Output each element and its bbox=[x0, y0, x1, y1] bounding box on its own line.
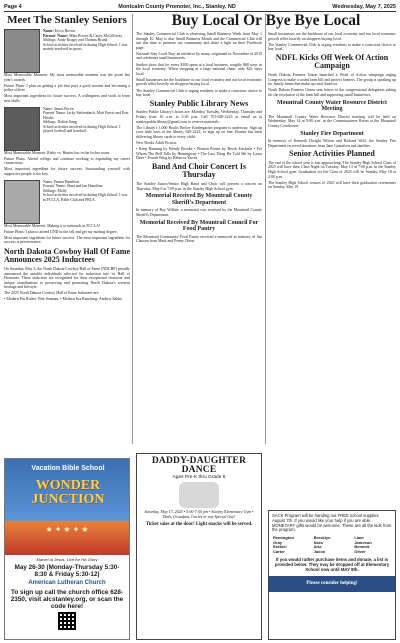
vbs-church: American Lutheran Church bbox=[28, 580, 106, 586]
ndfl-p2: North Dakota Farmers Union sent letters to the congressional delegation asking for the resolution of the farm bill and supporting small businesses. bbox=[268, 88, 396, 97]
buy-local-p2: National Stay Local Day, an initiative by many, originated in November of 2010 and celebrates small businesses. bbox=[136, 51, 262, 61]
senior-school-1: School activities involved in during High School: I was mainly involved in sports. bbox=[43, 42, 128, 51]
senior-future-3: Future Plans: I plan to attend UND in the fall and get my nursing degree. bbox=[4, 229, 118, 234]
vbs-verse: Marvel at Jesus. Live for His Glory bbox=[36, 557, 98, 562]
cowboy-hall-story-3: • Modern Era Rodeo: Pete Seaman. • Modern Era Ranching: Andrew Sakhe. bbox=[4, 297, 123, 302]
dance-details: Saturday, May 17, 2025 • 5:00-7:00 pm • Stanley Elementary Gym • Dads, Grandpas, Uncles or any Special Guy! bbox=[144, 509, 254, 519]
supplies-intro: SACK Program will be handing out FREE school supplies August 7th. If you would like your help if you are able. MONETARY gifts would be welcome. These are all the kids from the program. bbox=[272, 513, 392, 533]
buy-local-p4: Small businesses are the backbone of our local economy and our local economic growth relies heavily on shoppers buying local. bbox=[136, 77, 262, 87]
memorial-pantry-p1: The Mountrail Community Food Pantry received a memorial in memory of Jim Clausen from Mark and Penny Olson. bbox=[136, 234, 262, 244]
senior-ingredient-1: Most important ingredient for future success: A willingness and work to learn new skills. bbox=[4, 94, 130, 103]
buy-local-headline: Buy Local Or Bye Bye Local bbox=[171, 12, 361, 29]
senior-memorable-3: Most Memorable Moment: Making it to nationals in FCCLA! bbox=[4, 223, 101, 228]
list-item: Jameson bbox=[354, 539, 372, 545]
ndfl-headline: NDFL Kicks Off Week Of Action Campaign bbox=[275, 52, 389, 71]
list-item: Carter bbox=[273, 548, 285, 554]
senior-profile-3 bbox=[4, 180, 130, 224]
senior-parents-1: Mike Brown & Casey McGillivray bbox=[69, 33, 123, 38]
supplies-bar: Please consider helping! bbox=[269, 576, 395, 592]
column-right bbox=[268, 32, 396, 191]
library-books: • Keep Running by Wendy Brooke • Women Poems by Brock Erickson • For Whom The Bell Tolls by Hemingway • The Last Thing He Told Me by Laura Dave • Fourth Wing by Rebecca Yarros bbox=[136, 146, 262, 161]
paper-name: Montcalm County Promoter, Inc., Stanley, ND bbox=[118, 4, 236, 10]
senior-photo-3 bbox=[4, 180, 40, 224]
list-item: Remington bbox=[273, 535, 294, 541]
list-item: Nora bbox=[313, 539, 323, 545]
senior-profile-2 bbox=[4, 107, 130, 151]
senior-name-2: Name: James Purvis bbox=[43, 106, 75, 111]
qr-code-icon bbox=[58, 612, 76, 630]
list-item: Jaxon bbox=[313, 548, 326, 554]
buy-local-p5: The Stanley Commercial Club is urging residents to make a conscious choice to buy local. bbox=[136, 88, 262, 98]
name-label: Name: bbox=[43, 29, 54, 33]
library-p3: New Books Adult Fiction: bbox=[136, 140, 177, 145]
list-item: Gray bbox=[273, 539, 283, 545]
senior-activities-headline: Senior Activities Planned bbox=[289, 149, 375, 159]
senior-future-1: Future Plans: I plan on getting a job that pays a good income and becoming a police officer. bbox=[4, 83, 130, 93]
senior-siblings-3: Siblings: Molly bbox=[43, 188, 67, 193]
vbs-ad-art bbox=[5, 521, 129, 555]
cowboy-hall-headline: North Dakota Cowboy Hall Of Fame Announces 2025 Inductees bbox=[4, 246, 130, 265]
senior-profile-1 bbox=[4, 29, 130, 73]
vbs-ad bbox=[4, 458, 130, 640]
senior-ingredient-3: Most important ingredient for future success: The most important ingredient for success is perseverance. bbox=[4, 235, 130, 245]
supplies-names bbox=[269, 536, 395, 554]
senior-ingredient-2: Most important ingredient for future success: Surrounding yourself with supportive people is the key. bbox=[4, 167, 130, 176]
list-item: Oliver bbox=[354, 548, 366, 554]
library-p1: Stanley Public Library's hours are: Monday, Tuesday, Wednesday, Thursday and Friday from 10 a.m. to 5:30 p.m. Call 701-628-2223 or email us at stanleypubliclibrary@gmail.com to reserve materials. bbox=[136, 110, 262, 124]
senior-activities-p2: The Stanley High School seniors of 2025 will have their graduation ceremonies on Sunday, May 18. bbox=[268, 180, 396, 190]
senior-photo-2 bbox=[4, 107, 40, 151]
cowboy-hall-story-2: The 2025 North Dakota Cowboy Hall of Fame Inductees are: bbox=[4, 291, 100, 296]
memorial-sheriff-headline: Memorial Received By Mountrail County Sheriff's Department bbox=[145, 193, 253, 206]
column-divider bbox=[265, 14, 266, 444]
senior-name-3: Name: Emma Hamilton bbox=[43, 179, 80, 184]
vbs-dates: May 26-30 (Monday-Thursday 5:30-8:30 & Friday 5:30-12) bbox=[14, 564, 120, 578]
column-middle bbox=[136, 32, 262, 245]
senior-siblings-1: Siblings: Andy Kruger and Thomas Brunk bbox=[43, 38, 108, 42]
buy-local-p3: Studies show that for every $100 spent at a local business, roughly $68 stays in the local economy. When shopping at a large national chain, only $43 stays local. bbox=[136, 62, 262, 76]
vbs-title: WONDER JUNCTION bbox=[31, 478, 105, 507]
fire-dept-p1: In memory of Kenneth Dwight Wilson and Richard Wolf, the Stanley Fire Department received donations from Jane Gustafson and families. bbox=[268, 139, 396, 148]
band-headline: Band And Choir Concert Is Thursday bbox=[151, 161, 247, 180]
column-left bbox=[4, 14, 130, 304]
senior-school-3: School activities involved in during High School: I was in FCCLA, Bible Club and FBLA. bbox=[43, 193, 128, 202]
list-item: Brecklyn bbox=[313, 535, 331, 541]
memorial-pantry-headline: Memorial Received By Mountrail Council For Food Pantry bbox=[139, 219, 259, 233]
buy-local-p1: The Stanley Commercial Club is observing Small Business Week from May 1 through 10. May is also Small Business Month and the Commercial Club will use this time to promote our community and shine a light on their Facebook page. bbox=[136, 32, 262, 50]
senior-parents-2: Parents' Name: Jacky Stelzenbach, Matt Purvis and Erin Hawks bbox=[43, 111, 129, 120]
list-item: Ezekiel bbox=[273, 544, 287, 550]
senior-parents-3: Parents' Name: Shari and Ian Hamilton bbox=[43, 184, 103, 189]
dance-ad bbox=[136, 453, 262, 640]
parents-label: Parents' Name: bbox=[43, 33, 69, 38]
supplies-note: If you would rather purchase items and donate, a list is provided below. They may be dropped off at Elementary School now until MAY 8th. bbox=[274, 556, 390, 572]
star-icon: ★ ✦ ★ ✦ ★ bbox=[45, 525, 89, 534]
cowboy-hall-story: On Saturday, May 3, the North Dakota Cowboy Hall of Fame (NDCHF) proudly announced the notable individuals selected for induction into its Hall of Honorees. These inductees are recognized for their exceptional character and unique contributions to preserving and promoting North Dakota's western heritage and lifestyle. bbox=[4, 266, 130, 290]
seniors-title: Meet The Stanley Seniors bbox=[7, 14, 127, 26]
senior-future-2: Future Plans: Attend college and continue working to expanding my career connections. bbox=[4, 156, 130, 166]
senior-memorable-1: Most Memorable Moment: My most memorable moment was the prom last year's awards. bbox=[4, 73, 130, 82]
page-header bbox=[4, 3, 396, 12]
band-p1: The Stanley Junior/Senior High Band and Choir will present a concert on Thursday, May 8 at 7:00 p.m. in the Stanley High School gym. bbox=[136, 181, 262, 191]
page-number: Page 4 bbox=[4, 4, 22, 10]
issue-date: Wednesday, May 7, 2025 bbox=[332, 4, 396, 10]
senior-activities-p1: The end of the school year is fast approaching. The Stanley High School Class of 2025 will have their Class Night on Tuesday, May 13 at 7:00 p.m. in the Stanley High School gym. Graduation for the Class of 2025 will be Sunday, May 18 at 2:00 p.m. bbox=[268, 160, 396, 179]
buy-local-continued: Small businesses are the backbone of our local economy and our local economic growth relies heavily on shoppers buying local. bbox=[268, 32, 396, 41]
water-p1: The Mountrail County Water Resource District meeting will be held on Wednesday, May 14 at 9:00 a.m. in the Commissioners Room at the Mountrail County Courthouse. bbox=[268, 114, 396, 128]
dance-bottom: Ticket sales at the door! Light snacks will be served. bbox=[145, 521, 253, 527]
memorial-sheriff-p1: In memory of Ray Wilhite, a memorial was received by the Mountrail County Sheriff's Department. bbox=[136, 208, 262, 217]
library-p2: The Library's 1,000 Books Before Kindergarten program is underway. Sign up your little ones at the library, 628-2223, or sign up on line. Bonnie has been delivering library cards to every child. bbox=[136, 125, 262, 139]
ndfl-p1: North Dakota Farmers Union launched a Week of Action campaign urging Congress to make a sound farm bill and protect farmers. The group is speaking up for family farms that make up rural America. bbox=[268, 73, 396, 87]
school-supplies-ad bbox=[268, 510, 396, 640]
list-item: Liam bbox=[354, 535, 364, 541]
vbs-signup: To sign up call the church office 628-2350, visit alcstanley.org, or scan the code here! bbox=[10, 589, 124, 610]
fire-dept-headline: Stanley Fire Department bbox=[300, 130, 364, 137]
list-item: Aria bbox=[313, 544, 322, 550]
senior-photo-1 bbox=[4, 29, 40, 73]
buy-local-continued-2: The Stanley Commercial Club is urging residents to make a conscious choice to buy local. bbox=[268, 42, 396, 52]
list-item: Bennett bbox=[354, 544, 370, 550]
column-divider bbox=[132, 14, 133, 444]
water-headline: Mountrail County Water Resource District Meeting bbox=[277, 99, 387, 113]
senior-school-2: School activities involved in during High School: I played football and baseball. bbox=[43, 124, 121, 134]
senior-memorable-2: Most Memorable Moment: Risky vs. Hunter has in the locker room. bbox=[4, 150, 111, 155]
vbs-banner: Vacation Bible School bbox=[31, 465, 105, 472]
vbs-ad-top bbox=[5, 459, 129, 521]
library-headline: Stanley Public Library News bbox=[149, 98, 249, 108]
senior-siblings-2: Siblings: Dalton Jiang bbox=[43, 120, 77, 125]
dance-title: DADDY-DAUGHTER DANCE bbox=[151, 456, 247, 475]
bowtie-icon bbox=[179, 482, 219, 508]
senior-name-1: Eryco Brown bbox=[54, 29, 76, 33]
dance-sub: Ages Pre-K thru Grade 6 bbox=[172, 475, 226, 480]
